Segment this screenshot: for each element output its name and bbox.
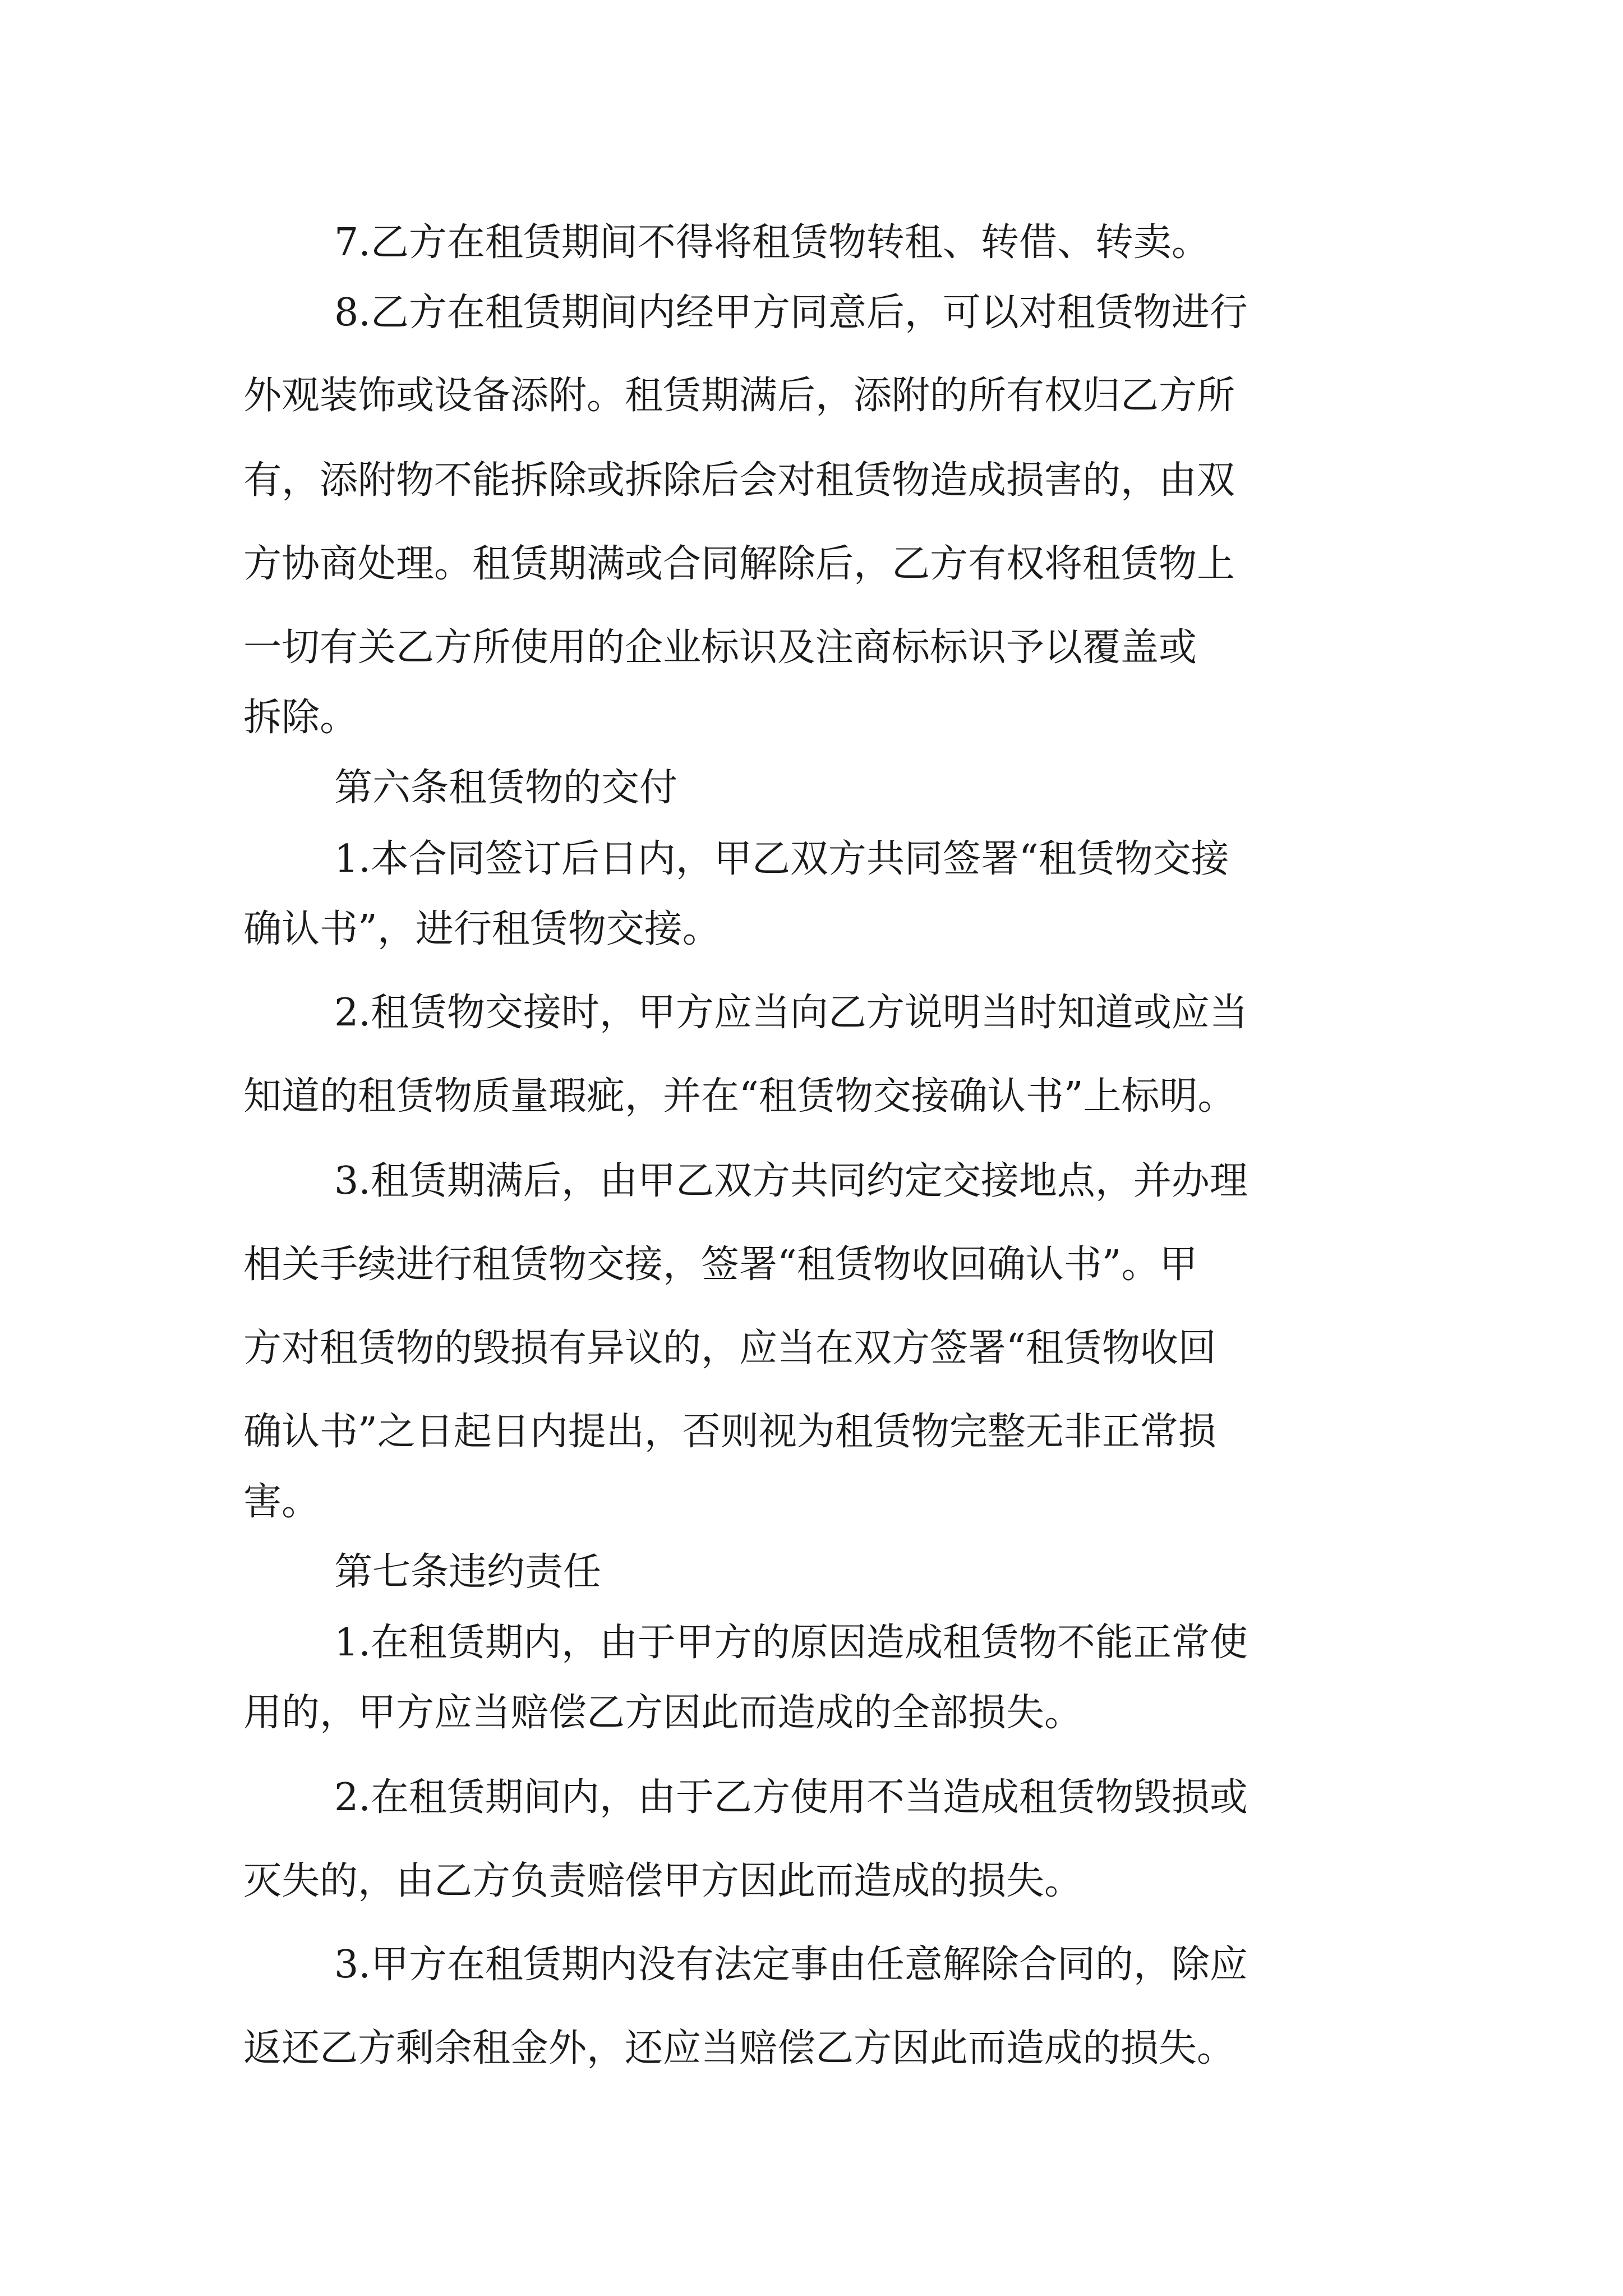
clause-7-item-1-line-1: 1.在租赁期内，由于甲方的原因造成租赁物不能正常使 xyxy=(334,1621,1248,1665)
clause-7-item-2-line-2: 灭失的，由乙方负责赔偿甲方因此而造成的损失。 xyxy=(243,1859,1083,1903)
clause-6-item-3-line-3: 方对租赁物的毁损有异议的，应当在双方签署“租赁物收回 xyxy=(243,1326,1216,1370)
clause-7-item-2-line-1: 2.在租赁期间内，由于乙方使用不当造成租赁物毁损或 xyxy=(334,1775,1248,1820)
clause-6-item-2-line-2: 知道的租赁物质量瑕疵，并在“租赁物交接确认书”上标明。 xyxy=(243,1074,1236,1119)
clause-6-item-3-line-2: 相关手续进行租赁物交接，签署“租赁物收回确认书”。甲 xyxy=(243,1243,1198,1287)
clause-7-heading: 第七条违约责任 xyxy=(334,1550,602,1594)
clause-6-item-3-line-1: 3.租赁期满后，由甲乙双方共同约定交接地点，并办理 xyxy=(334,1159,1248,1203)
clause-5-item-8-line-6: 拆除。 xyxy=(243,696,358,740)
clause-6-item-2-line-1: 2.租赁物交接时，甲方应当向乙方说明当时知道或应当 xyxy=(334,991,1248,1035)
clause-7-item-1-line-2: 用的，甲方应当赔偿乙方因此而造成的全部损失。 xyxy=(243,1691,1083,1735)
clause-5-item-8-line-5: 一切有关乙方所使用的企业标识及注商标标识予以覆盖或 xyxy=(243,625,1197,670)
clause-6-item-1-line-1: 1.本合同签订后日内，甲乙双方共同签署“租赁物交接 xyxy=(334,837,1229,881)
clause-5-item-7: 7.乙方在租赁期间不得将租赁物转租、转借、转卖。 xyxy=(334,220,1210,265)
clause-6-heading: 第六条租赁物的交付 xyxy=(334,766,678,810)
clause-6-item-3-line-5: 害。 xyxy=(243,1480,320,1524)
clause-7-item-3-line-1: 3.甲方在租赁期内没有法定事由任意解除合同的，除应 xyxy=(334,1943,1248,1987)
clause-5-item-8-line-3: 有，添附物不能拆除或拆除后会对租赁物造成损害的，由双 xyxy=(243,458,1235,503)
clause-6-item-3-line-4: 确认书”之日起日内提出，否则视为租赁物完整无非正常损 xyxy=(243,1410,1216,1454)
clause-6-item-1-line-2: 确认书”，进行租赁物交接。 xyxy=(243,907,721,951)
clause-5-item-8-line-4: 方协商处理。租赁期满或合同解除后，乙方有权将租赁物上 xyxy=(243,542,1235,586)
clause-5-item-8-line-1: 8.乙方在租赁期间内经甲方同意后，可以对租赁物进行 xyxy=(334,291,1248,335)
clause-5-item-8-line-2: 外观装饰或设备添附。租赁期满后，添附的所有权归乙方所 xyxy=(243,374,1235,418)
clause-7-item-3-line-2: 返还乙方剩余租金外，还应当赔偿乙方因此而造成的损失。 xyxy=(243,2026,1235,2070)
